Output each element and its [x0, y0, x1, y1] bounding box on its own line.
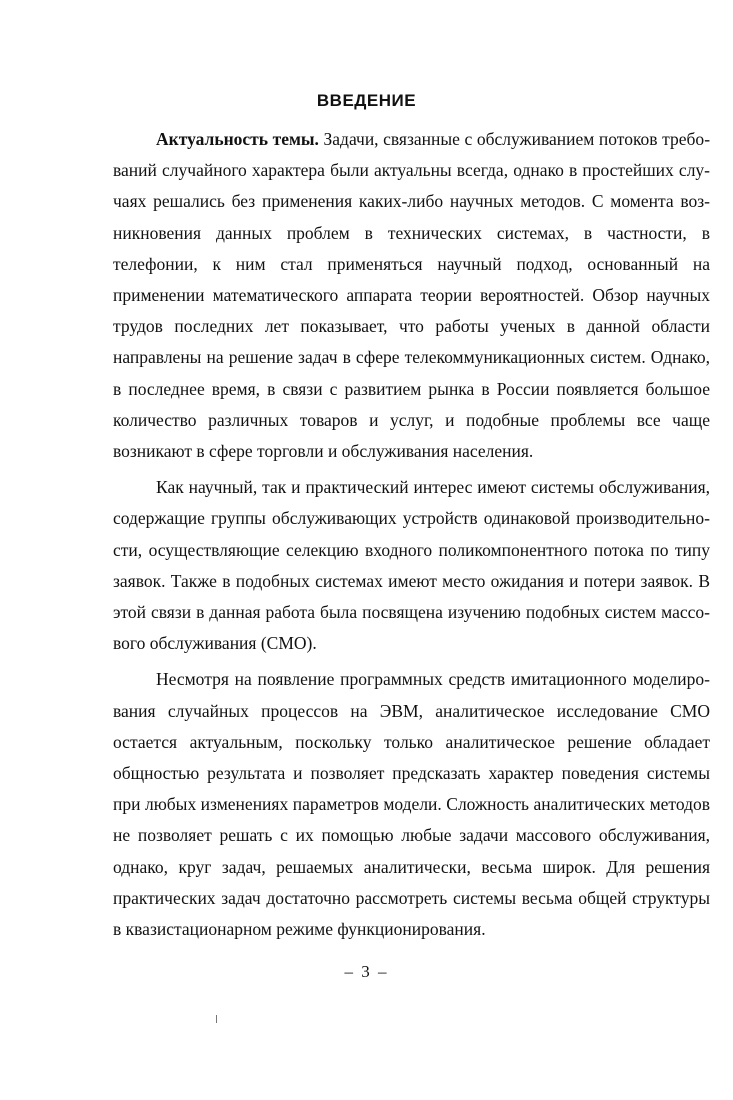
paragraph-lead-term: Актуальность темы.	[156, 129, 319, 149]
paragraph-relevance	[113, 124, 710, 467]
paragraph-interest: Как научный, так и практический интерес имеют системы обслуживания, содержащие группы обслуживающих устройств одинаковой производительности, осуществляющие селекцию входного поликомпонентного потока по типу заявок. Также в подобных системах имеют место ожидания и потери заявок. В этой связи в данная работа была посвящена изучению подобных систем массового обслуживания (СМО).	[113, 477, 710, 654]
section-heading: ВВЕДЕНИЕ	[316, 91, 417, 110]
paragraph-text: Задачи, связанные с обслуживанием потоков требований случайного характера были актуальны всегда, однако в простейших случаях решались без применения каких-либо научных методов. С момента возникновения данных проблем в технических системах, в частности, в телефонии, к ним стал применяться научный подход, основанный на применении математического аппарата теории вероятностей. Обзор научных трудов последних лет показывает, что работы ученых в данной области направлены на решение задач в сфере телекоммуникационных систем. Однако, в последнее время, в связи с развитием рынка в России появляется большое количество различных товаров и услуг, и подобные проблемы все чаще возникают в сфере торговли и обслуживания населения.	[113, 129, 711, 462]
page-number: – 3 –	[344, 962, 389, 981]
scan-mark	[216, 1015, 217, 1023]
body-text	[113, 124, 710, 945]
paragraph-analytic-methods: Несмотря на появление программных средств имитационного моделирования случайных процессов на ЭВМ, аналитическое исследование СМО остается актуальным, поскольку только аналитическое решение обладает общностью результата и позволяет предсказать характер поведения системы при любых изменениях параметров модели. Сложность аналитических методов не позволяет решать с их помощью любые задачи массового обслуживания, однако, круг задач, решаемых аналитически, весьма широк. Для решения практических задач достаточно рассмотреть системы весьма общей структуры в квазистационарном режиме функционирования.	[113, 669, 710, 940]
